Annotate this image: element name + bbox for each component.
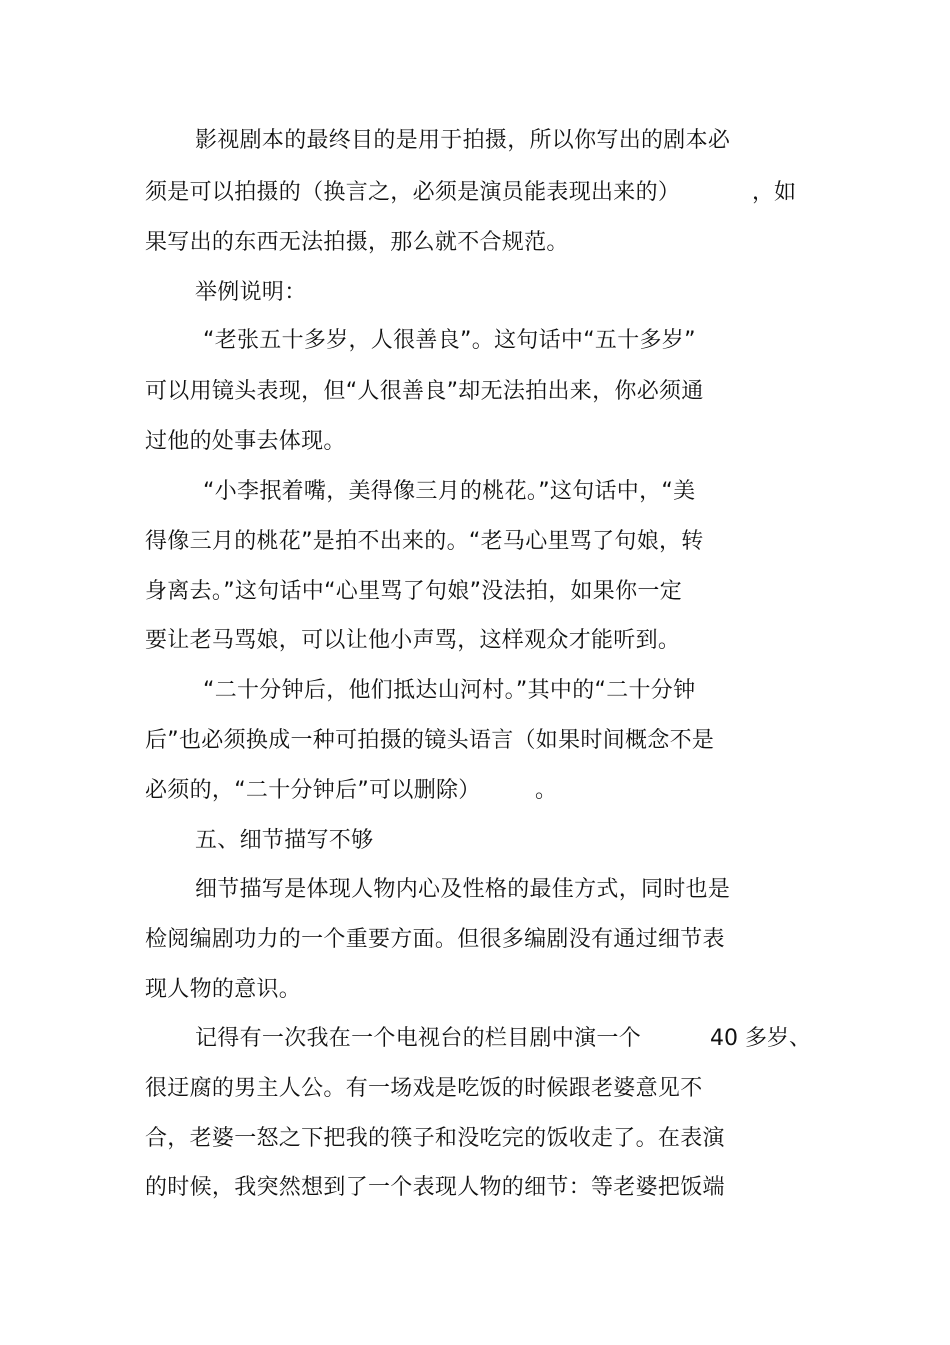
text-line: 影视剧本的最终目的是用于拍摄，所以你写出的剧本必	[195, 128, 731, 153]
text-line: 后”也必须换成一种可拍摄的镜头语言（如果时间概念不是	[145, 728, 715, 753]
text-line: 检阅编剧功力的一个重要方面。但很多编剧没有通过细节表	[145, 927, 725, 952]
text-line: 合，老婆一怒之下把我的筷子和没吃完的饭收走了。在表演	[145, 1126, 725, 1151]
text-line: “小李抿着嘴，美得像三月的桃花。”这句话中，“美	[203, 479, 696, 504]
text-line: 很迂腐的男主人公。有一场戏是吃饭的时候跟老婆意见不	[145, 1076, 703, 1101]
text-line: 必须的，“二十分钟后”可以删除）	[145, 778, 481, 803]
text-line-tail: 。	[535, 778, 558, 803]
text-line: “老张五十多岁，人很善良”。这句话中“五十多岁”	[203, 328, 696, 353]
section-heading: 五、细节描写不够	[195, 828, 374, 853]
text-line: 须是可以拍摄的（换言之，必须是演员能表现出来的）	[145, 180, 681, 205]
text-line: 可以用镜头表现，但“人很善良”却无法拍出来，你必须通	[145, 379, 704, 404]
text-line: 细节描写是体现人物内心及性格的最佳方式，同时也是	[195, 877, 731, 902]
text-line-tail: 40 多岁、	[710, 1026, 811, 1051]
text-line: 举例说明：	[195, 280, 307, 305]
text-line: 过他的处事去体现。	[145, 429, 346, 454]
text-line: 果写出的东西无法拍摄，那么就不合规范。	[145, 230, 569, 255]
text-line: “二十分钟后，他们抵达山河村。”其中的“二十分钟	[203, 678, 696, 703]
text-line: 得像三月的桃花”是拍不出来的。“老马心里骂了句娘，转	[145, 529, 704, 554]
text-line: 要让老马骂娘，可以让他小声骂，这样观众才能听到。	[145, 628, 681, 653]
text-line-tail: ，如	[752, 180, 797, 205]
text-line: 记得有一次我在一个电视台的栏目剧中演一个	[195, 1026, 642, 1051]
text-line: 身离去。”这句话中“心里骂了句娘”没法拍，如果你一定	[145, 579, 682, 604]
text-line: 的时候，我突然想到了一个表现人物的细节：等老婆把饭端	[145, 1175, 725, 1200]
text-line: 现人物的意识。	[145, 977, 302, 1002]
